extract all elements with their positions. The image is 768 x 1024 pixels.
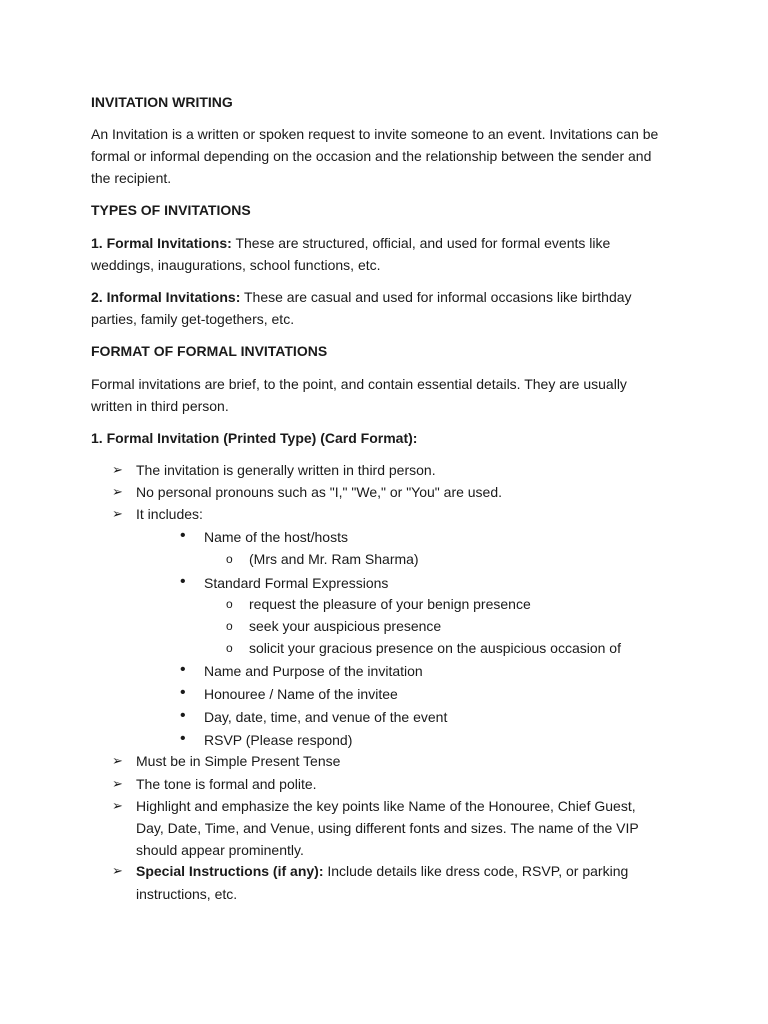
formal-type-line-2: weddings, inaugurations, school functions, etc. — [91, 257, 381, 273]
point-present-tense: Must be in Simple Present Tense — [136, 753, 341, 769]
subheading-printed-type: 1. Formal Invitation (Printed Type) (Card Format): — [91, 430, 418, 446]
circle-bullet-icon: o — [226, 552, 233, 566]
item-expression-2: seek your auspicious presence — [249, 618, 442, 634]
special-instructions-label: Special Instructions (if any): — [136, 863, 324, 879]
item-formal-expressions: Standard Formal Expressions — [204, 575, 389, 591]
item-day-date-time-venue: Day, date, time, and venue of the event — [204, 709, 448, 725]
bullet-icon: • — [180, 527, 186, 544]
arrow-bullet-icon: ➢ — [112, 506, 123, 521]
arrow-bullet-icon: ➢ — [112, 863, 123, 878]
formal-type-text: These are structured, official, and used for formal events like — [231, 235, 611, 251]
item-host-name: Name of the host/hosts — [204, 529, 348, 545]
point-no-pronouns: No personal pronouns such as "I," "We," or "You" are used. — [136, 484, 503, 500]
bullet-icon: • — [180, 573, 186, 590]
point-it-includes: It includes: — [136, 506, 203, 522]
circle-bullet-icon: o — [226, 597, 233, 611]
heading-format: FORMAT OF FORMAL INVITATIONS — [91, 343, 328, 359]
bullet-icon: • — [180, 661, 186, 678]
heading-types: TYPES OF INVITATIONS — [91, 202, 251, 218]
arrow-bullet-icon: ➢ — [112, 798, 123, 813]
bullet-icon: • — [180, 684, 186, 701]
bullet-icon: • — [180, 707, 186, 724]
heading-invitation-writing: INVITATION WRITING — [91, 94, 233, 110]
item-purpose: Name and Purpose of the invitation — [204, 663, 423, 679]
arrow-bullet-icon: ➢ — [112, 462, 123, 477]
item-honouree: Honouree / Name of the invitee — [204, 686, 398, 702]
formal-type-label: 1. Formal Invitations: — [91, 235, 232, 251]
intro-line-1: An Invitation is a written or spoken request to invite someone to an event. Invitations can be — [91, 126, 659, 142]
item-expression-1: request the pleasure of your benign presence — [249, 596, 531, 612]
informal-type-text: These are casual and used for informal occasions like birthday — [240, 289, 632, 305]
item-expression-3: solicit your gracious presence on the auspicious occasion of — [249, 640, 621, 656]
point-tone: The tone is formal and polite. — [136, 776, 317, 792]
item-host-example: (Mrs and Mr. Ram Sharma) — [249, 551, 419, 567]
formal-type-line-1 — [91, 233, 610, 253]
bullet-icon: • — [180, 730, 186, 747]
item-rsvp: RSVP (Please respond) — [204, 732, 353, 748]
arrow-bullet-icon: ➢ — [112, 776, 123, 791]
arrow-bullet-icon: ➢ — [112, 484, 123, 499]
circle-bullet-icon: o — [226, 619, 233, 633]
point-highlight-line-1: Highlight and emphasize the key points like Name of the Honouree, Chief Guest, — [136, 798, 636, 814]
format-intro-line-2: written in third person. — [91, 398, 229, 414]
special-instructions-text: Include details like dress code, RSVP, or parking — [323, 863, 629, 879]
point-special-instructions-line-2: instructions, etc. — [136, 886, 238, 902]
informal-type-label: 2. Informal Invitations: — [91, 289, 241, 305]
informal-type-line-1 — [91, 287, 632, 307]
arrow-bullet-icon: ➢ — [112, 753, 123, 768]
intro-line-2: formal or informal depending on the occasion and the relationship between the sender and — [91, 148, 652, 164]
informal-type-line-2: parties, family get-togethers, etc. — [91, 311, 295, 327]
point-special-instructions-line-1 — [136, 861, 628, 881]
intro-line-3: the recipient. — [91, 170, 172, 186]
circle-bullet-icon: o — [226, 641, 233, 655]
point-highlight-line-3: should appear prominently. — [136, 842, 304, 858]
format-intro-line-1: Formal invitations are brief, to the point, and contain essential details. They are usually — [91, 376, 627, 392]
point-highlight-line-2: Day, Date, Time, and Venue, using different fonts and sizes. The name of the VIP — [136, 820, 639, 836]
point-third-person: The invitation is generally written in third person. — [136, 462, 436, 478]
